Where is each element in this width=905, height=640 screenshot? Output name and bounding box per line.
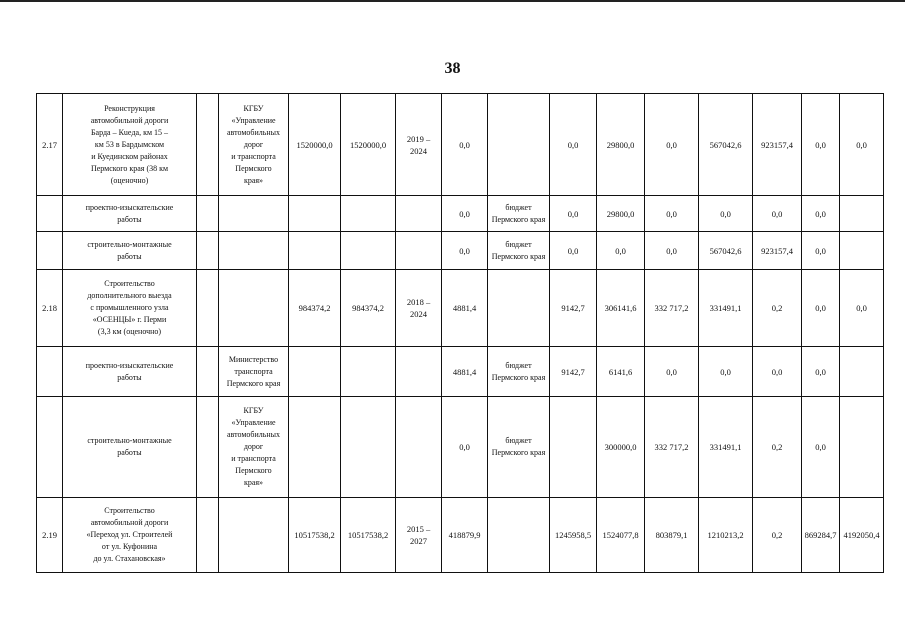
value-2: 9142,7 (550, 347, 597, 397)
customer (219, 498, 289, 573)
value-4: 0,0 (645, 196, 699, 232)
period (396, 232, 442, 270)
value-5: 567042,6 (699, 232, 753, 270)
value-7: 0,0 (802, 270, 840, 347)
funding-source (488, 270, 550, 347)
cost-remaining: 1520000,0 (341, 94, 396, 196)
value-7: 869284,7 (802, 498, 840, 573)
cost-total (289, 196, 341, 232)
cost-total (289, 232, 341, 270)
page-top-border (0, 0, 905, 2)
value-3: 1524077,8 (597, 498, 645, 573)
value-7: 0,0 (802, 397, 840, 498)
funding-source: бюджет Пермского края (488, 347, 550, 397)
value-4: 803879,1 (645, 498, 699, 573)
value-1: 0,0 (442, 397, 488, 498)
value-1: 4881,4 (442, 270, 488, 347)
row-index (37, 196, 63, 232)
value-5: 0,0 (699, 347, 753, 397)
page-number: 38 (444, 60, 461, 77)
value-5: 0,0 (699, 196, 753, 232)
value-7: 0,0 (802, 94, 840, 196)
blank-cell (197, 347, 219, 397)
customer: КГБУ «Управление автомобильных дорог и транспорта Пермского края» (219, 397, 289, 498)
period (396, 196, 442, 232)
cost-total: 984374,2 (289, 270, 341, 347)
funding-source: бюджет Пермского края (488, 196, 550, 232)
table-row (37, 94, 884, 196)
period: 2019 – 2024 (396, 94, 442, 196)
value-6: 0,2 (753, 270, 802, 347)
cost-remaining (341, 397, 396, 498)
cost-remaining (341, 232, 396, 270)
cost-remaining: 984374,2 (341, 270, 396, 347)
cost-total: 1520000,0 (289, 94, 341, 196)
value-5: 331491,1 (699, 270, 753, 347)
value-6: 0,2 (753, 498, 802, 573)
value-3: 306141,6 (597, 270, 645, 347)
value-3: 29800,0 (597, 196, 645, 232)
funding-source: бюджет Пермского края (488, 232, 550, 270)
value-4: 0,0 (645, 232, 699, 270)
value-1: 4881,4 (442, 347, 488, 397)
value-6: 923157,4 (753, 94, 802, 196)
period (396, 397, 442, 498)
value-1: 0,0 (442, 94, 488, 196)
value-3: 6141,6 (597, 347, 645, 397)
value-4: 0,0 (645, 347, 699, 397)
blank-cell (197, 196, 219, 232)
object-name: строительно-монтажные работы (63, 397, 197, 498)
value-6: 0,0 (753, 347, 802, 397)
value-8 (840, 232, 884, 270)
table-row (37, 196, 884, 232)
table-row (37, 347, 884, 397)
period (396, 347, 442, 397)
blank-cell (197, 498, 219, 573)
value-1: 418879,9 (442, 498, 488, 573)
value-2: 0,0 (550, 196, 597, 232)
value-2: 0,0 (550, 232, 597, 270)
program-table (36, 93, 884, 573)
customer (219, 196, 289, 232)
period: 2018 – 2024 (396, 270, 442, 347)
cost-total: 10517538,2 (289, 498, 341, 573)
cost-total (289, 397, 341, 498)
value-3: 29800,0 (597, 94, 645, 196)
object-name: строительно-монтажные работы (63, 232, 197, 270)
value-5: 567042,6 (699, 94, 753, 196)
funding-source (488, 94, 550, 196)
row-index: 2.18 (37, 270, 63, 347)
row-index (37, 397, 63, 498)
blank-cell (197, 94, 219, 196)
customer: КГБУ «Управление автомобильных дорог и транспорта Пермского края» (219, 94, 289, 196)
funding-source: бюджет Пермского края (488, 397, 550, 498)
row-index: 2.17 (37, 94, 63, 196)
value-4: 332 717,2 (645, 270, 699, 347)
object-name: Строительство автомобильной дороги «Переход ул. Строителей от ул. Куфонина до ул. Стахановская» (63, 498, 197, 573)
object-name: Реконструкция автомобильной дороги Барда – Кueда, км 15 – км 53 в Бардымском и Куединском районах Пермского края (38 км (оценочно) (63, 94, 197, 196)
value-8: 0,0 (840, 94, 884, 196)
value-1: 0,0 (442, 232, 488, 270)
value-7: 0,0 (802, 196, 840, 232)
value-3: 0,0 (597, 232, 645, 270)
cost-remaining: 10517538,2 (341, 498, 396, 573)
value-7: 0,0 (802, 347, 840, 397)
blank-cell (197, 270, 219, 347)
table-row (37, 270, 884, 347)
period: 2015 – 2027 (396, 498, 442, 573)
value-6: 0,0 (753, 196, 802, 232)
row-index (37, 232, 63, 270)
row-index (37, 347, 63, 397)
value-2: 9142,7 (550, 270, 597, 347)
value-8: 0,0 (840, 270, 884, 347)
object-name: проектно-изыскательские работы (63, 347, 197, 397)
blank-cell (197, 397, 219, 498)
object-name: проектно-изыскательские работы (63, 196, 197, 232)
customer (219, 270, 289, 347)
value-6: 923157,4 (753, 232, 802, 270)
cost-remaining (341, 196, 396, 232)
table-row (37, 498, 884, 573)
value-8 (840, 397, 884, 498)
value-1: 0,0 (442, 196, 488, 232)
value-4: 332 717,2 (645, 397, 699, 498)
cost-remaining (341, 347, 396, 397)
table-row (37, 397, 884, 498)
value-5: 1210213,2 (699, 498, 753, 573)
value-8 (840, 196, 884, 232)
customer: Министерство транспорта Пермского края (219, 347, 289, 397)
value-6: 0,2 (753, 397, 802, 498)
value-4: 0,0 (645, 94, 699, 196)
value-2 (550, 397, 597, 498)
customer (219, 232, 289, 270)
value-8: 4192050,4 (840, 498, 884, 573)
blank-cell (197, 232, 219, 270)
cost-total (289, 347, 341, 397)
object-name: Строительство дополнительного выезда с промышленного узла «ОСЕНЦЫ» г. Перми (3,3 км (оценочно) (63, 270, 197, 347)
value-8 (840, 347, 884, 397)
value-2: 0,0 (550, 94, 597, 196)
table-row (37, 232, 884, 270)
value-5: 331491,1 (699, 397, 753, 498)
value-2: 1245958,5 (550, 498, 597, 573)
value-7: 0,0 (802, 232, 840, 270)
row-index: 2.19 (37, 498, 63, 573)
value-3: 300000,0 (597, 397, 645, 498)
funding-source (488, 498, 550, 573)
